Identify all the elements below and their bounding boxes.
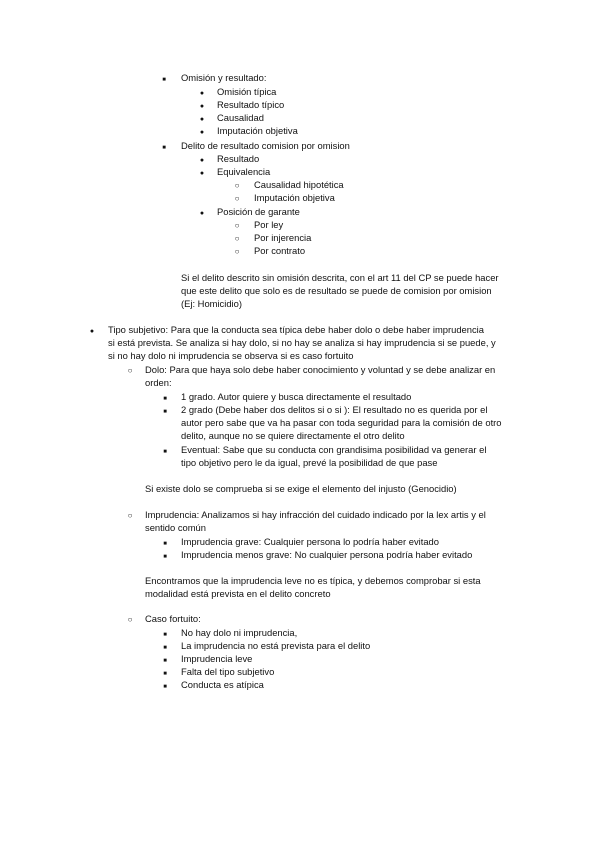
- list-item: 2 grado (Debe haber dos delitos si o si ): El resultado no es querida por el: [181, 404, 488, 415]
- paragraph-line: si no hay dolo ni imprudencia se observa si es caso fortuito: [108, 350, 354, 361]
- paragraph-line: Si existe dolo se comprueba si se exige el elemento del injusto (Genocidio): [145, 483, 457, 494]
- list-item: Por contrato: [254, 245, 306, 256]
- circle-bullet-icon: [124, 363, 136, 377]
- paragraph-line: Si el delito descrito sin omisión descrita, con el art 11 del CP se puede hacer: [181, 272, 499, 283]
- list-item: No hay dolo ni imprudencia,: [181, 627, 298, 638]
- list-item: Causalidad hipotética: [254, 179, 344, 190]
- list-item: Eventual: Sabe que su conducta con grandisima posibilidad va generar el: [181, 444, 487, 455]
- list-item: autor pero sabe que va ha pasar con toda seguridad para la comisión de otro: [181, 417, 502, 428]
- list-item: La imprudencia no está prevista para el delito: [181, 640, 371, 651]
- circle-bullet-icon: [124, 612, 136, 626]
- list-item: Imprudencia leve: [181, 653, 253, 664]
- list-item: Posición de garante: [217, 206, 300, 217]
- paragraph-line: Dolo: Para que haya solo debe haber conocimiento y voluntad y se debe analizar en: [145, 364, 496, 375]
- paragraph-line: Tipo subjetivo: Para que la conducta sea típica debe haber dolo o debe haber imprudencia: [108, 324, 484, 335]
- paragraph-line: Encontramos que la imprudencia leve no es típica, y debemos comprobar si esta: [145, 575, 481, 586]
- omision-title: Omisión y resultado:: [181, 72, 267, 83]
- list-item: Imputación objetiva: [217, 125, 298, 136]
- paragraph-line: sentido común: [145, 522, 206, 533]
- square-bullet-icon: [159, 548, 171, 564]
- circle-bullet-icon: [231, 191, 243, 205]
- caso-fortuito-title: Caso fortuito:: [145, 613, 201, 624]
- list-item: 1 grado. Autor quiere y busca directamente el resultado: [181, 391, 412, 402]
- list-item: Por injerencia: [254, 232, 312, 243]
- list-item: Equivalencia: [217, 166, 271, 177]
- dot-bullet-icon: [196, 124, 208, 139]
- paragraph-line: (Ej: Homicidio): [181, 298, 242, 309]
- dot-bullet-icon: [196, 165, 208, 180]
- square-bullet-icon: [158, 139, 170, 155]
- paragraph-line: modalidad está prevista en el delito concreto: [145, 588, 331, 599]
- circle-bullet-icon: [231, 244, 243, 258]
- list-item: Resultado típico: [217, 99, 285, 110]
- list-item: Conducta es atípica: [181, 679, 264, 690]
- list-item: Por ley: [254, 219, 284, 230]
- list-item: Omisión típica: [217, 86, 277, 97]
- square-bullet-icon: [159, 403, 171, 419]
- paragraph-line: orden:: [145, 377, 172, 388]
- list-item: Imprudencia grave: Cualquier persona lo podría haber evitado: [181, 536, 439, 547]
- list-item: tipo objetivo pero le da igual, prevé la posibilidad de que pase: [181, 457, 438, 468]
- square-bullet-icon: [159, 443, 171, 459]
- paragraph-line: Imprudencia: Analizamos si hay infracción del cuidado indicado por la lex artis y el: [145, 509, 486, 520]
- square-bullet-icon: [158, 71, 170, 87]
- dot-bullet-icon: [196, 205, 208, 220]
- list-item: Resultado: [217, 153, 260, 164]
- list-item: Falta del tipo subjetivo: [181, 666, 275, 677]
- list-item: delito, aunque no se quiere directamente el otro delito: [181, 430, 405, 441]
- list-item: Imprudencia menos grave: No cualquier persona podría haber evitado: [181, 549, 473, 560]
- list-item: Causalidad: [217, 112, 264, 123]
- paragraph-line: que este delito que solo es de resultado se puede de comision por omision: [181, 285, 492, 296]
- paragraph-line: si está prevista. Se analiza si hay dolo, si no hay se analiza si hay imprudencia si se puede, y: [108, 337, 496, 348]
- delito-comision-title: Delito de resultado comision por omision: [181, 140, 350, 151]
- list-item: Imputación objetiva: [254, 192, 335, 203]
- circle-bullet-icon: [124, 508, 136, 522]
- dot-bullet-icon: [86, 323, 98, 338]
- square-bullet-icon: [159, 678, 171, 694]
